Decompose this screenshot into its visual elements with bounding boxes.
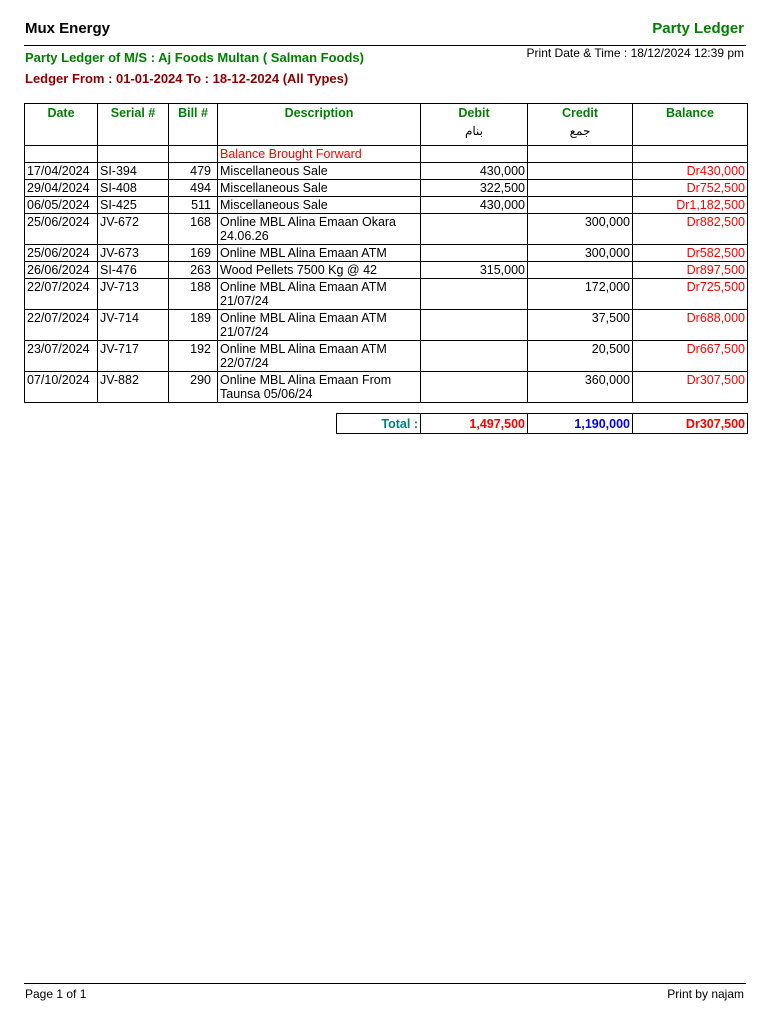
opening-serial (98, 146, 169, 163)
cell-bill: 168 (169, 214, 218, 245)
cell-credit: 360,000 (528, 372, 633, 403)
table-row (25, 245, 748, 262)
debit-label: Debit (458, 106, 490, 120)
opening-bill (169, 146, 218, 163)
column-header-bill: Bill # (169, 104, 218, 146)
cell-credit (528, 262, 633, 279)
column-header-description: Description (218, 104, 421, 146)
cell-serial: SI-425 (98, 197, 169, 214)
totals-row (337, 414, 748, 434)
cell-description: Miscellaneous Sale (218, 180, 421, 197)
cell-balance: Dr725,500 (633, 279, 748, 310)
cell-description: Online MBL Alina Emaan ATM (218, 245, 421, 262)
cell-balance: Dr430,000 (633, 163, 748, 180)
cell-serial: JV-717 (98, 341, 169, 372)
cell-credit: 20,500 (528, 341, 633, 372)
cell-bill: 511 (169, 197, 218, 214)
opening-debit (421, 146, 528, 163)
cell-serial: JV-714 (98, 310, 169, 341)
cell-balance: Dr582,500 (633, 245, 748, 262)
table-row (25, 279, 748, 310)
cell-credit: 300,000 (528, 214, 633, 245)
cell-serial: JV-713 (98, 279, 169, 310)
cell-debit: 430,000 (421, 163, 528, 180)
opening-balance-row (25, 146, 748, 163)
cell-date: 29/04/2024 (25, 180, 98, 197)
cell-credit: 37,500 (528, 310, 633, 341)
cell-date: 26/06/2024 (25, 262, 98, 279)
opening-description: Balance Brought Forward (218, 146, 421, 163)
total-debit: 1,497,500 (421, 414, 528, 434)
column-header-date: Date (25, 104, 98, 146)
cell-bill: 479 (169, 163, 218, 180)
cell-description: Online MBL Alina Emaan Okara 24.06.26 (218, 214, 421, 245)
cell-balance: Dr667,500 (633, 341, 748, 372)
totals-table (336, 413, 748, 434)
cell-credit (528, 197, 633, 214)
report-title: Party Ledger (652, 20, 744, 37)
cell-debit (421, 279, 528, 310)
cell-debit: 315,000 (421, 262, 528, 279)
cell-credit (528, 163, 633, 180)
footer-divider (24, 983, 746, 984)
cell-balance: Dr688,000 (633, 310, 748, 341)
cell-date: 23/07/2024 (25, 341, 98, 372)
cell-description: Online MBL Alina Emaan ATM 22/07/24 (218, 341, 421, 372)
party-name: Party Ledger of M/S : Aj Foods Multan ( Salman Foods) (25, 50, 364, 65)
cell-date: 17/04/2024 (25, 163, 98, 180)
cell-date: 22/07/2024 (25, 310, 98, 341)
company-name: Mux Energy (25, 20, 111, 37)
cell-bill: 494 (169, 180, 218, 197)
cell-balance: Dr307,500 (633, 372, 748, 403)
cell-debit: 322,500 (421, 180, 528, 197)
ledger-table (24, 103, 748, 403)
cell-credit (528, 180, 633, 197)
total-credit: 1,190,000 (528, 414, 633, 434)
cell-debit (421, 214, 528, 245)
cell-description: Miscellaneous Sale (218, 163, 421, 180)
table-row (25, 341, 748, 372)
cell-debit (421, 372, 528, 403)
column-header-serial: Serial # (98, 104, 169, 146)
opening-credit (528, 146, 633, 163)
table-header-row (25, 104, 748, 146)
total-label: Total : (337, 414, 421, 434)
cell-bill: 188 (169, 279, 218, 310)
credit-urdu-label: جمع (569, 124, 591, 138)
cell-debit (421, 245, 528, 262)
cell-serial: JV-672 (98, 214, 169, 245)
cell-debit (421, 341, 528, 372)
cell-date: 25/06/2024 (25, 214, 98, 245)
cell-date: 22/07/2024 (25, 279, 98, 310)
table-row (25, 180, 748, 197)
cell-bill: 169 (169, 245, 218, 262)
cell-credit: 300,000 (528, 245, 633, 262)
cell-date: 25/06/2024 (25, 245, 98, 262)
table-row (25, 262, 748, 279)
ledger-period: Ledger From : 01-01-2024 To : 18-12-2024 (All Types) (25, 71, 349, 86)
cell-date: 07/10/2024 (25, 372, 98, 403)
column-header-debit (421, 104, 528, 146)
opening-date (25, 146, 98, 163)
column-header-balance: Balance (633, 104, 748, 146)
cell-description: Online MBL Alina Emaan From Taunsa 05/06/24 (218, 372, 421, 403)
table-row (25, 163, 748, 180)
cell-description: Online MBL Alina Emaan ATM 21/07/24 (218, 310, 421, 341)
cell-bill: 189 (169, 310, 218, 341)
cell-serial: SI-408 (98, 180, 169, 197)
cell-bill: 263 (169, 262, 218, 279)
cell-debit: 430,000 (421, 197, 528, 214)
cell-serial: JV-673 (98, 245, 169, 262)
cell-balance: Dr752,500 (633, 180, 748, 197)
cell-bill: 290 (169, 372, 218, 403)
cell-serial: SI-476 (98, 262, 169, 279)
cell-description: Miscellaneous Sale (218, 197, 421, 214)
page-number: Page 1 of 1 (25, 987, 87, 1001)
table-row (25, 214, 748, 245)
opening-balance (633, 146, 748, 163)
cell-serial: JV-882 (98, 372, 169, 403)
column-header-credit (528, 104, 633, 146)
debit-urdu-label: بنام (464, 124, 484, 138)
total-balance: Dr307,500 (633, 414, 748, 434)
cell-date: 06/05/2024 (25, 197, 98, 214)
cell-description: Online MBL Alina Emaan ATM 21/07/24 (218, 279, 421, 310)
cell-balance: Dr1,182,500 (633, 197, 748, 214)
table-row (25, 197, 748, 214)
cell-credit: 172,000 (528, 279, 633, 310)
cell-serial: SI-394 (98, 163, 169, 180)
table-row (25, 310, 748, 341)
table-row (25, 372, 748, 403)
cell-bill: 192 (169, 341, 218, 372)
cell-balance: Dr897,500 (633, 262, 748, 279)
print-date: Print Date & Time : 18/12/2024 12:39 pm (526, 46, 744, 60)
cell-debit (421, 310, 528, 341)
cell-description: Wood Pellets 7500 Kg @ 42 (218, 262, 421, 279)
printed-by: Print by najam (667, 987, 744, 1001)
cell-balance: Dr882,500 (633, 214, 748, 245)
credit-label: Credit (561, 106, 599, 120)
